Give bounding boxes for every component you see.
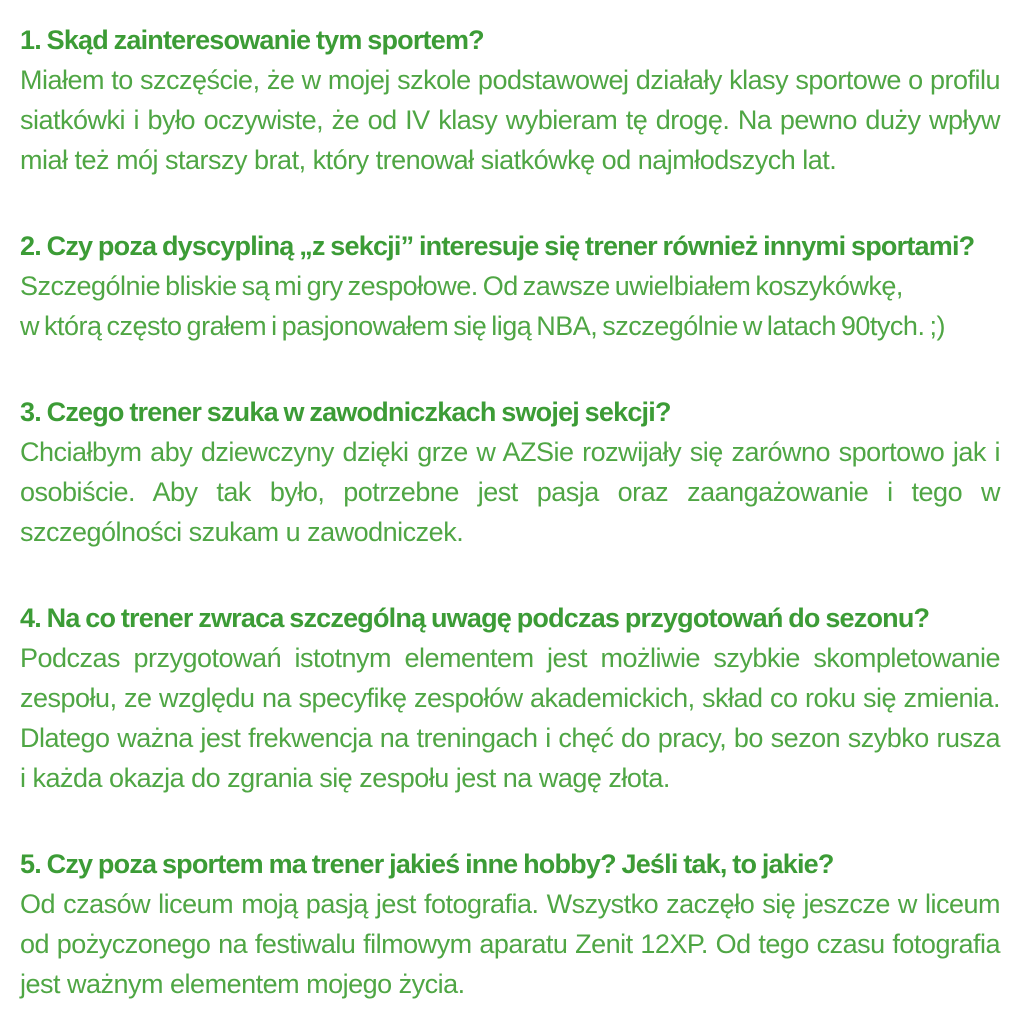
question-heading-4: 4. Na co trener zwraca szczególną uwagę podczas przygotowań do sezonu? (20, 603, 930, 633)
answer-paragraph-5: Od czasów liceum moją pasją jest fotografia. Wszystko zaczęło się jeszcze w liceum od pożyczonego na festiwalu filmowym aparatu Zenit 12XP. Od tego czasu fotografia jest ważnym elementem mojego życia. (20, 889, 1000, 999)
question-heading-1: 1. Skąd zainteresowanie tym sportem? (20, 25, 484, 55)
qa-section-5 (20, 844, 1000, 1004)
answer-line: w którą często grałem i pasjonowałem się ligą NBA, szczególnie w latach 90tych. ;) (20, 311, 945, 341)
question-heading-2: 2. Czy poza dyscypliną „z sekcji” interesuje się trener również innymi sportami? (20, 231, 975, 261)
question-heading-3: 3. Czego trener szuka w zawodniczkach swojej sekcji? (20, 397, 671, 427)
answer-line: Szczególnie bliskie są mi gry zespołowe. Od zawsze uwielbiałem koszykówkę, (20, 271, 903, 301)
question-heading-5: 5. Czy poza sportem ma trener jakieś inne hobby? Jeśli tak, to jakie? (20, 849, 834, 879)
answer-paragraph-3: Chciałbym aby dziewczyny dzięki grze w AZSie rozwijały się zarówno sportowo jak i osobiście. Aby tak było, potrzebne jest pasja oraz zaangażowanie i tego w szczególności szukam u zawodniczek. (20, 437, 1000, 547)
answer-paragraph-4: Podczas przygotowań istotnym elementem jest możliwie szybkie skompletowanie zespołu, ze względu na specyfikę zespołów akademickich, skład co roku się zmienia. Dlatego ważna jest frekwencja na treningach i chęć do pracy, bo sezon szybko rusza i każda okazja do zgrania się zespołu jest na wagę złota. (20, 643, 1000, 793)
answer-paragraph-1: Miałem to szczęście, że w mojej szkole podstawowej działały klasy sportowe o profilu siatkówki i było oczywiste, że od IV klasy wybieram tę drogę. Na pewno duży wpływ miał też mój starszy brat, który trenował siatkówkę od najmłodszych lat. (20, 65, 1000, 175)
qa-section-1 (20, 20, 1000, 180)
answer-paragraph-2 (20, 266, 1000, 346)
qa-section-2 (20, 226, 1000, 346)
qa-section-4 (20, 598, 1000, 798)
qa-section-3 (20, 392, 1000, 552)
